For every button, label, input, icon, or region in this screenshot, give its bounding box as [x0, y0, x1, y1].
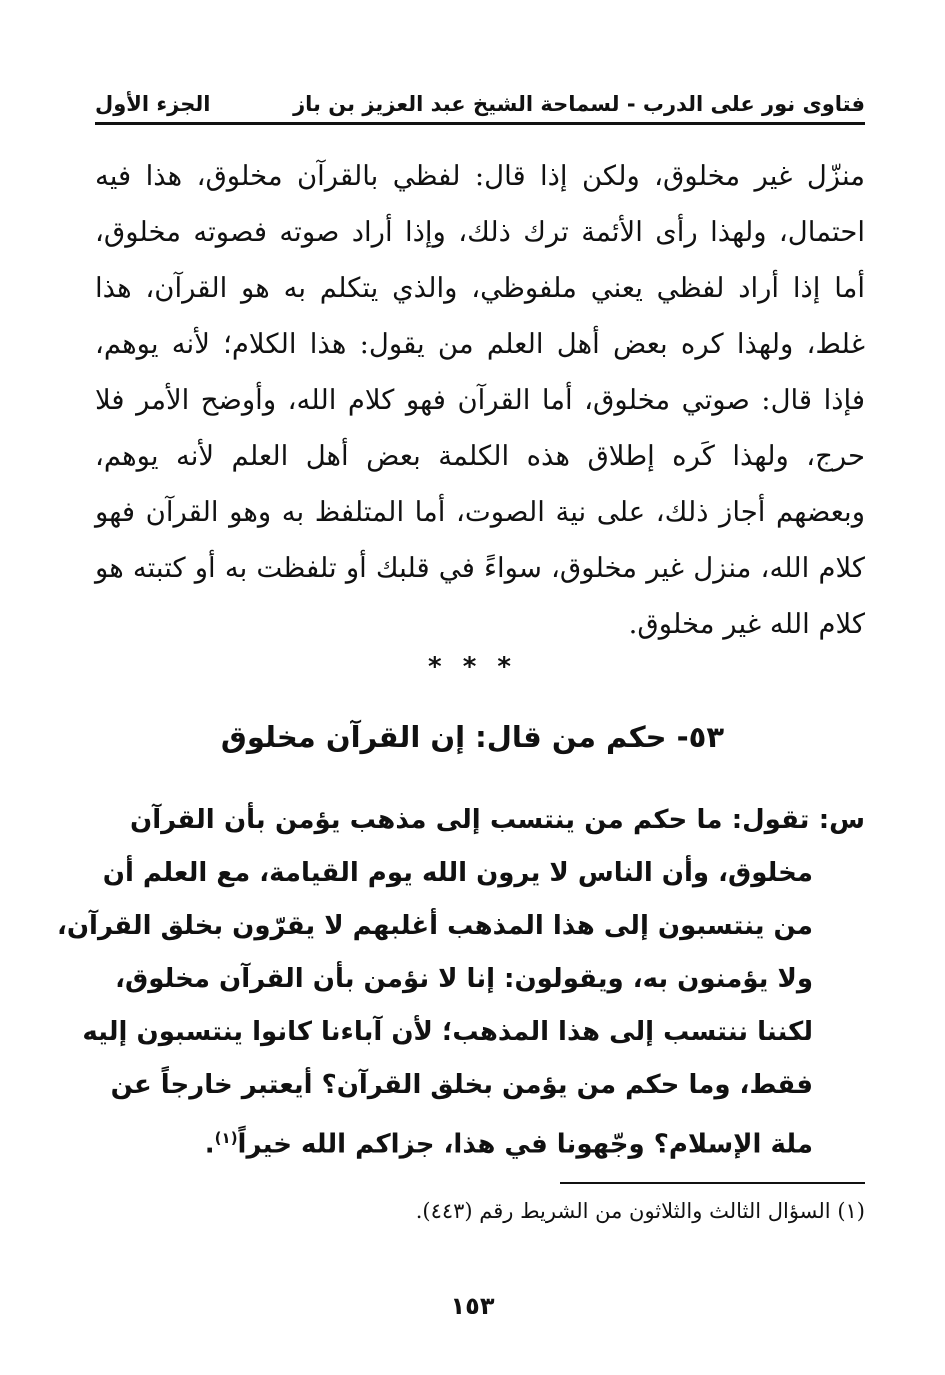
- footnote: (١) السؤال الثالث والثلاثون من الشريط رقم (٤٤٣).: [415, 1199, 865, 1223]
- body-line: منزّل غير مخلوق، ولكن إذا قال: لفظي بالقرآن مخلوق، هذا فيه: [95, 160, 865, 192]
- section-heading: ٥٣- حكم من قال: إن القرآن مخلوق: [220, 720, 725, 754]
- question-line: لكننا ننتسب إلى هذا المذهب؛ لأن آباءنا كانوا ينتسبون إليه: [82, 1017, 813, 1047]
- body-line: أما إذا أراد لفظي يعني ملفوظي، والذي يتكلم به هو القرآن، هذا: [95, 272, 865, 304]
- body-line: حرج، ولهذا كَره إطلاق هذه الكلمة بعض أهل العلم لأنه يوهم،: [95, 440, 865, 472]
- question-line: مخلوق، وأن الناس لا يرون الله يوم القيامة، مع العلم أن: [102, 858, 813, 888]
- running-head-title: فتاوى نور على الدرب - لسماحة الشيخ عبد العزيز بن باز: [293, 91, 865, 116]
- question-text: تقول: ما حكم من ينتسب إلى مذهب يؤمن بأن القرآن: [130, 805, 810, 835]
- footnote-divider: [560, 1182, 865, 1184]
- question-prefix: س:: [818, 805, 866, 835]
- question-block: [56, 794, 866, 1165]
- body-line: كلام الله، منزل غير مخلوق، سواءً في قلبك أو تلفظت به أو كتبته هو: [95, 552, 865, 584]
- body-line: وبعضهم أجاز ذلك، على نية الصوت، أما المتلفظ به وهو القرآن فهو: [95, 496, 865, 528]
- page-number: ١٥٣: [450, 1292, 495, 1320]
- footnote-reference: (١): [214, 1129, 238, 1147]
- question-line: [130, 794, 865, 847]
- question-line: [130, 1112, 865, 1165]
- question-text: ملة الإسلام؟ وجّهونا في هذا، جزاكم الله خيراً: [237, 1129, 813, 1160]
- running-head-part: الجزء الأول: [95, 91, 211, 116]
- question-line: ولا يؤمنون به، ويقولون: إنا لا نؤمن بأن القرآن مخلوق،: [115, 964, 813, 994]
- running-head: [95, 85, 865, 125]
- section-separator: * * *: [428, 652, 517, 682]
- body-paragraph: [95, 148, 865, 652]
- question-end-punctuation: .: [204, 1129, 215, 1160]
- body-line: غلط، ولهذا كره بعض أهل العلم من يقول: هذا الكلام؛ لأنه يوهم،: [95, 328, 865, 360]
- question-line: فقط، وما حكم من يؤمن بخلق القرآن؟ أيعتبر خارجاً عن: [110, 1070, 813, 1100]
- body-line: كلام الله غير مخلوق.: [628, 608, 865, 640]
- body-line: احتمال، ولهذا رأى الأئمة ترك ذلك، وإذا أراد صوته فصوته مخلوق،: [95, 216, 865, 248]
- question-line: من ينتسبون إلى هذا المذهب أغلبهم لا يقرّون بخلق القرآن،: [56, 911, 813, 941]
- body-line: فإذا قال: صوتي مخلوق، أما القرآن فهو كلام الله، وأوضح الأمر فلا: [95, 384, 865, 416]
